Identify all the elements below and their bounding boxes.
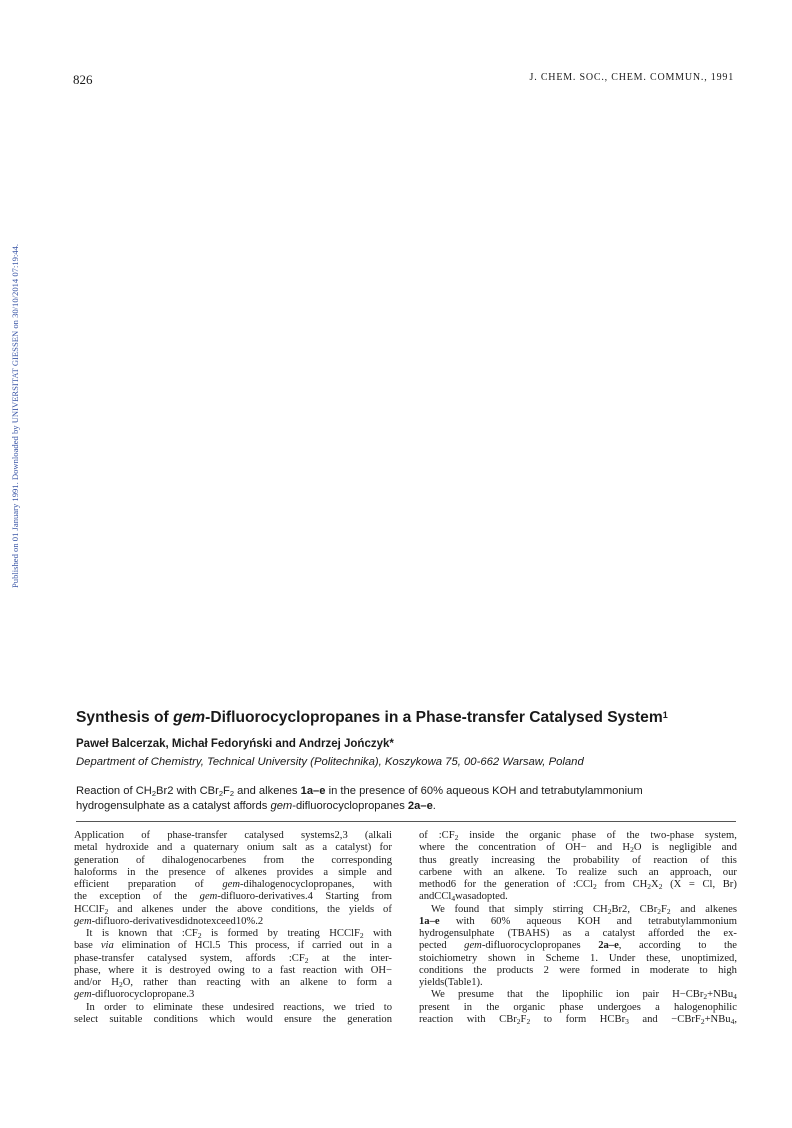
article-affiliation: Department of Chemistry, Technical University (Politechnika), Koszykowa 75, 00-662 Warsaw, Poland: [76, 756, 584, 768]
body-text-line: yields (Table 1).: [419, 977, 483, 988]
page-number: 826: [73, 72, 93, 87]
body-text-line: It is known that $:CF_2$ is formed by treating HCClF$_2$ with: [86, 928, 392, 940]
body-text-line: and/or $H_2O$, rather than reacting with an alkene to form a: [74, 977, 392, 989]
abstract-line: Reaction of $CH_2Br2$ with $CBr_2F_2$ and alkenes 1a–e in the presence of 60% aqueous KOH and tetrabutylammonium: [76, 785, 643, 798]
body-text-line: 1a–e with 60% aqueous KOH and tetrabutylammonium: [419, 915, 737, 927]
body-text-line: gem-difluorocyclopropane.3: [74, 989, 195, 1001]
journal-header: J. CHEM. SOC., CHEM. COMMUN., 1991: [529, 72, 734, 83]
body-text-line: stoichiometry shown in Scheme 1. Under these, unoptimized,: [419, 952, 737, 964]
body-text-line: We found that simply stirring $CH_2Br2$, $CBr_2F_2$ and alkenes: [431, 903, 737, 916]
body-text-line: present in the organic phase undergoes a halogenophilic: [419, 1001, 737, 1013]
body-text-line: We presume that the lipophilic ion pair H−CBr$_2$+NBu$_4$: [431, 989, 737, 1002]
body-text-line: metal hydroxide and a quaternary onium salt as a catalyst) for: [74, 842, 392, 854]
body-text-line: haloforms in the presence of alkenes provides a simple and: [74, 866, 392, 878]
body-text-line: of $:CF_2$ inside the organic phase of the two-phase system,: [419, 830, 737, 842]
body-text-line: phase, where it is destroyed owing to a fast reaction with OH−: [74, 964, 392, 976]
body-column-left: [74, 830, 392, 1026]
body-text-line: Application of phase-transfer catalysed systems2,3 (alkali: [74, 830, 392, 841]
body-text-line: select suitable conditions which would ensure the generation: [74, 1013, 392, 1025]
body-text-line: carbene with an alkene. To realize such an approach, our: [419, 866, 737, 878]
body-text-line: where the concentration of OH− and $H_2O$ is negligible and: [419, 842, 737, 855]
body-text-line: gem-difluoro-derivatives did not exceed 10%.2: [74, 915, 264, 927]
body-text-line: efficient preparation of gem-dihalogenocyclopropanes, with: [74, 879, 392, 890]
abstract-divider: [76, 821, 736, 822]
body-text-line: thus greatly increasing the probability of reaction of this: [419, 854, 737, 866]
article-title: Synthesis of gem-Difluorocyclopropanes in a Phase-transfer Catalysed System$^1$: [76, 709, 668, 726]
body-text-line: generation of dihalogenocarbenes from the corresponding: [74, 854, 392, 866]
body-text-line: conditions the products 2 were formed in moderate to high: [419, 964, 737, 976]
body-text-line: base via elimination of HCl.5 This process, if carried out in a: [74, 940, 392, 952]
body-text-line: reaction with $CBr_2F_2$ to form HCBr$_3$ and −CBrF$_2$+NBu$_4$,: [419, 1013, 737, 1026]
download-watermark: Published on 01 January 1991. Downloaded by UNIVERSITAT GIESSEN on 30/10/2014 07:19:44.: [10, 244, 20, 589]
body-text-line: pected gem-difluorocyclopropanes 2a–e, according to the: [419, 940, 737, 952]
body-text-line: and CCl$_4$ was adopted.: [419, 891, 508, 904]
body-text-line: In order to eliminate these undesired reactions, we tried to: [86, 1001, 392, 1013]
body-text-line: hydrogensulphate (TBAHS) as a catalyst afforded the ex-: [419, 928, 737, 939]
body-text-line: HCClF$_2$ and alkenes under the above conditions, the yields of: [74, 903, 392, 916]
body-column-right: [419, 830, 737, 1026]
abstract-line: hydrogensulphate as a catalyst affords gem-difluorocyclopropanes 2a–e.: [76, 799, 436, 812]
article-authors: Paweł Balcerzak, Michał Fedoryński and Andrzej Jończyk*: [76, 738, 394, 750]
body-text-line: the exception of the gem-difluoro-derivatives.4 Starting from: [74, 891, 392, 903]
body-text-line: phase-transfer catalysed system, affords $:CF_2$ at the inter-: [74, 952, 392, 965]
abstract: [76, 784, 736, 813]
body-text-line: method6 for the generation of :CCl$_2$ from $CH_2X_2$ (X = Cl, Br): [419, 879, 737, 891]
